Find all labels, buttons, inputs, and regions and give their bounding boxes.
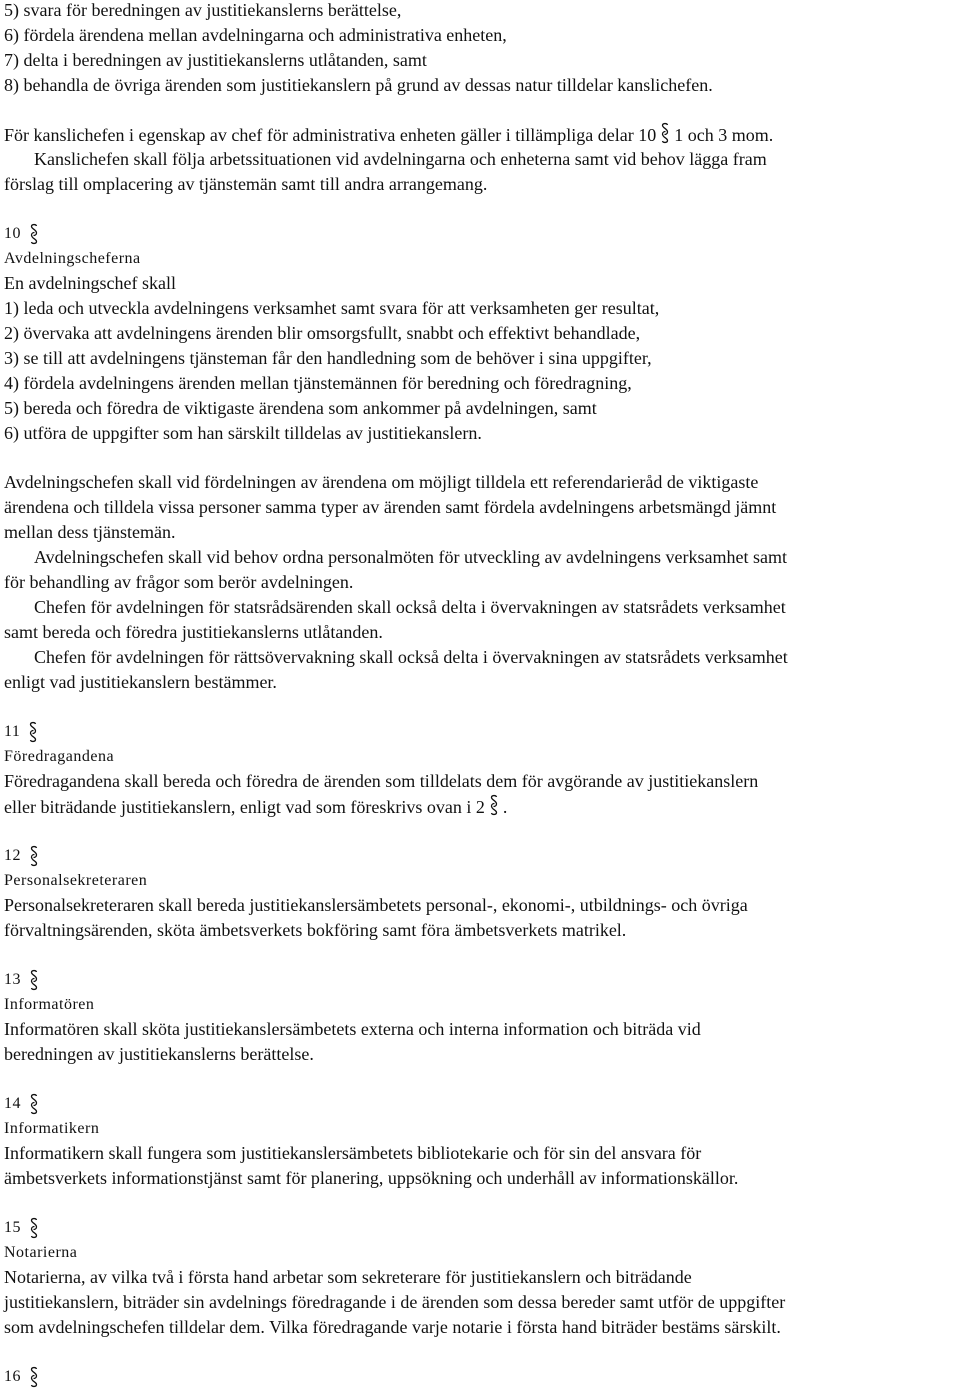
section-11 (4, 719, 959, 819)
paragraph-text: . (502, 797, 508, 817)
section-12 (4, 843, 959, 943)
section-13 (4, 967, 959, 1067)
document-page (4, 0, 959, 1389)
paragraph-text: Informatören skall sköta justitiekanslersämbetets externa och interna information och biträda vid (4, 1019, 701, 1039)
section-15 (4, 1215, 959, 1340)
paragraph-text: förslag till omplacering av tjänstemän samt till andra arrangemang. (4, 174, 488, 194)
section-heading: Föredragandena (4, 748, 115, 765)
section-number: 11 (4, 723, 21, 740)
kanslichef-paragraph (4, 122, 959, 197)
section-sign-icon (28, 721, 38, 743)
section-sign-icon (29, 1366, 39, 1388)
paragraph-text: justitiekanslern, biträder sin avdelnings föredragande i de ärenden som dessa bereder samt utför de uppgifter (4, 1292, 786, 1312)
paragraph-text: samt bereda och föredra justitiekanslerns utlåtanden. (4, 622, 383, 642)
paragraph-text: eller biträdande justitiekanslern, enligt vad som föreskrivs ovan i 2 (4, 797, 485, 817)
section-heading: Notarierna (4, 1244, 78, 1261)
paragraph-text: Notarierna, av vilka två i första hand arbetar som sekreterare för justitiekanslern och biträdande (4, 1267, 692, 1287)
section-heading: Informatikern (4, 1120, 100, 1137)
paragraph-text: för behandling av frågor som berör avdelningen. (4, 572, 354, 592)
list-item: 5) bereda och föredra de viktigaste ärendena som ankommer på avdelningen, samt (4, 398, 597, 418)
section-sign-icon (29, 223, 39, 245)
paragraph-text: En avdelningschef skall (4, 273, 176, 293)
list-item: 5) svara för beredningen av justitiekanslerns berättelse, (4, 0, 402, 20)
section-number: 12 (4, 847, 21, 864)
section-number: 15 (4, 1219, 21, 1236)
section-heading: Personalsekreteraren (4, 872, 148, 889)
paragraph-text: För kanslichefen i egenskap av chef för administrativa enheten gäller i tillämpliga delar 10 (4, 125, 657, 145)
paragraph-text: ärendena och tilldela vissa personer samma typer av ärenden samt fördela avdelningens arbetsmängd jämnt (4, 497, 777, 517)
section-10 (4, 221, 959, 695)
paragraph-text: mellan dess tjänstemän. (4, 522, 176, 542)
section-14 (4, 1091, 959, 1191)
avdelningschef-task-list (4, 296, 959, 446)
list-item: 1) leda och utveckla avdelningens verksamhet samt svara för att verksamheten ger resultat, (4, 298, 660, 318)
section-number: 13 (4, 971, 21, 988)
paragraph (4, 470, 959, 545)
section-sign-icon (29, 969, 39, 991)
section-sign-icon (489, 794, 499, 823)
paragraph (4, 545, 959, 595)
section-sign-icon (29, 1093, 39, 1115)
list-item: 8) behandla de övriga ärenden som justitiekanslern på grund av dessas natur tilldelar kanslichefen. (4, 75, 713, 95)
paragraph-text: Personalsekreteraren skall bereda justitiekanslersämbetets personal-, ekonomi-, utbildnings- och övriga (4, 895, 748, 915)
paragraph-text: 1 och 3 mom. (674, 125, 774, 145)
section-number: 10 (4, 225, 21, 242)
paragraph-text: Kanslichefen skall följa arbetssituationen vid avdelningarna och enheterna samt vid behov lägga fram (34, 149, 767, 169)
section-sign-icon (29, 845, 39, 867)
paragraph-text: beredningen av justitiekanslerns berättelse. (4, 1044, 314, 1064)
paragraph-text: ämbetsverkets informationstjänst samt för planering, uppsökning och underhåll av informationskällor. (4, 1168, 739, 1188)
paragraph-text: som avdelningschefen tilldelar dem. Vilka föredragande varje notarie i första hand biträder bestäms särskilt. (4, 1317, 781, 1337)
section-heading: Avdelningscheferna (4, 250, 141, 267)
section-number: 16 (4, 1368, 21, 1385)
list-item: 6) utföra de uppgifter som han särskilt tilldelas av justitiekanslern. (4, 423, 482, 443)
section-sign-icon (29, 1217, 39, 1239)
list-item: 7) delta i beredningen av justitiekanslerns utlåtanden, samt (4, 50, 427, 70)
section-16 (4, 1364, 959, 1389)
paragraph (4, 595, 959, 645)
list-item: 2) övervaka att avdelningens ärenden blir omsorgsfullt, snabbt och effektivt behandlade, (4, 323, 641, 343)
list-item: 3) se till att avdelningens tjänsteman får den handledning som de behöver i sina uppgifter, (4, 348, 652, 368)
paragraph-text: Avdelningschefen skall vid fördelningen av ärendena om möjligt tilldela ett referendarieråd de viktigaste (4, 472, 759, 492)
paragraph-text: Chefen för avdelningen för statsrådsärenden skall också delta i övervakningen av statsrådets verksamhet (34, 597, 786, 617)
section-heading: Informatören (4, 996, 95, 1013)
list-item: 4) fördela avdelningens ärenden mellan tjänstemännen för beredning och föredragning, (4, 373, 632, 393)
paragraph-text: Föredragandena skall bereda och föredra de ärenden som tilldelats dem för avgörande av justitiekanslern (4, 771, 759, 791)
section-number: 14 (4, 1095, 21, 1112)
paragraph-text: Avdelningschefen skall vid behov ordna personalmöten för utveckling av avdelningens verksamhet samt (34, 547, 787, 567)
list-item: 6) fördela ärendena mellan avdelningarna och administrativa enheten, (4, 25, 507, 45)
paragraph-text: Informatikern skall fungera som justitiekanslersämbetets bibliotekarie och för sin del ansvara för (4, 1143, 702, 1163)
paragraph-text: Chefen för avdelningen för rättsövervakning skall också delta i övervakningen av statsrådets verksamhet (34, 647, 788, 667)
kanslichef-task-list (4, 0, 959, 98)
paragraph-text: förvaltningsärenden, sköta ämbetsverkets bokföring samt föra ämbetsverkets matrikel. (4, 920, 627, 940)
paragraph (4, 645, 959, 695)
paragraph-text: enligt vad justitiekanslern bestämmer. (4, 672, 277, 692)
